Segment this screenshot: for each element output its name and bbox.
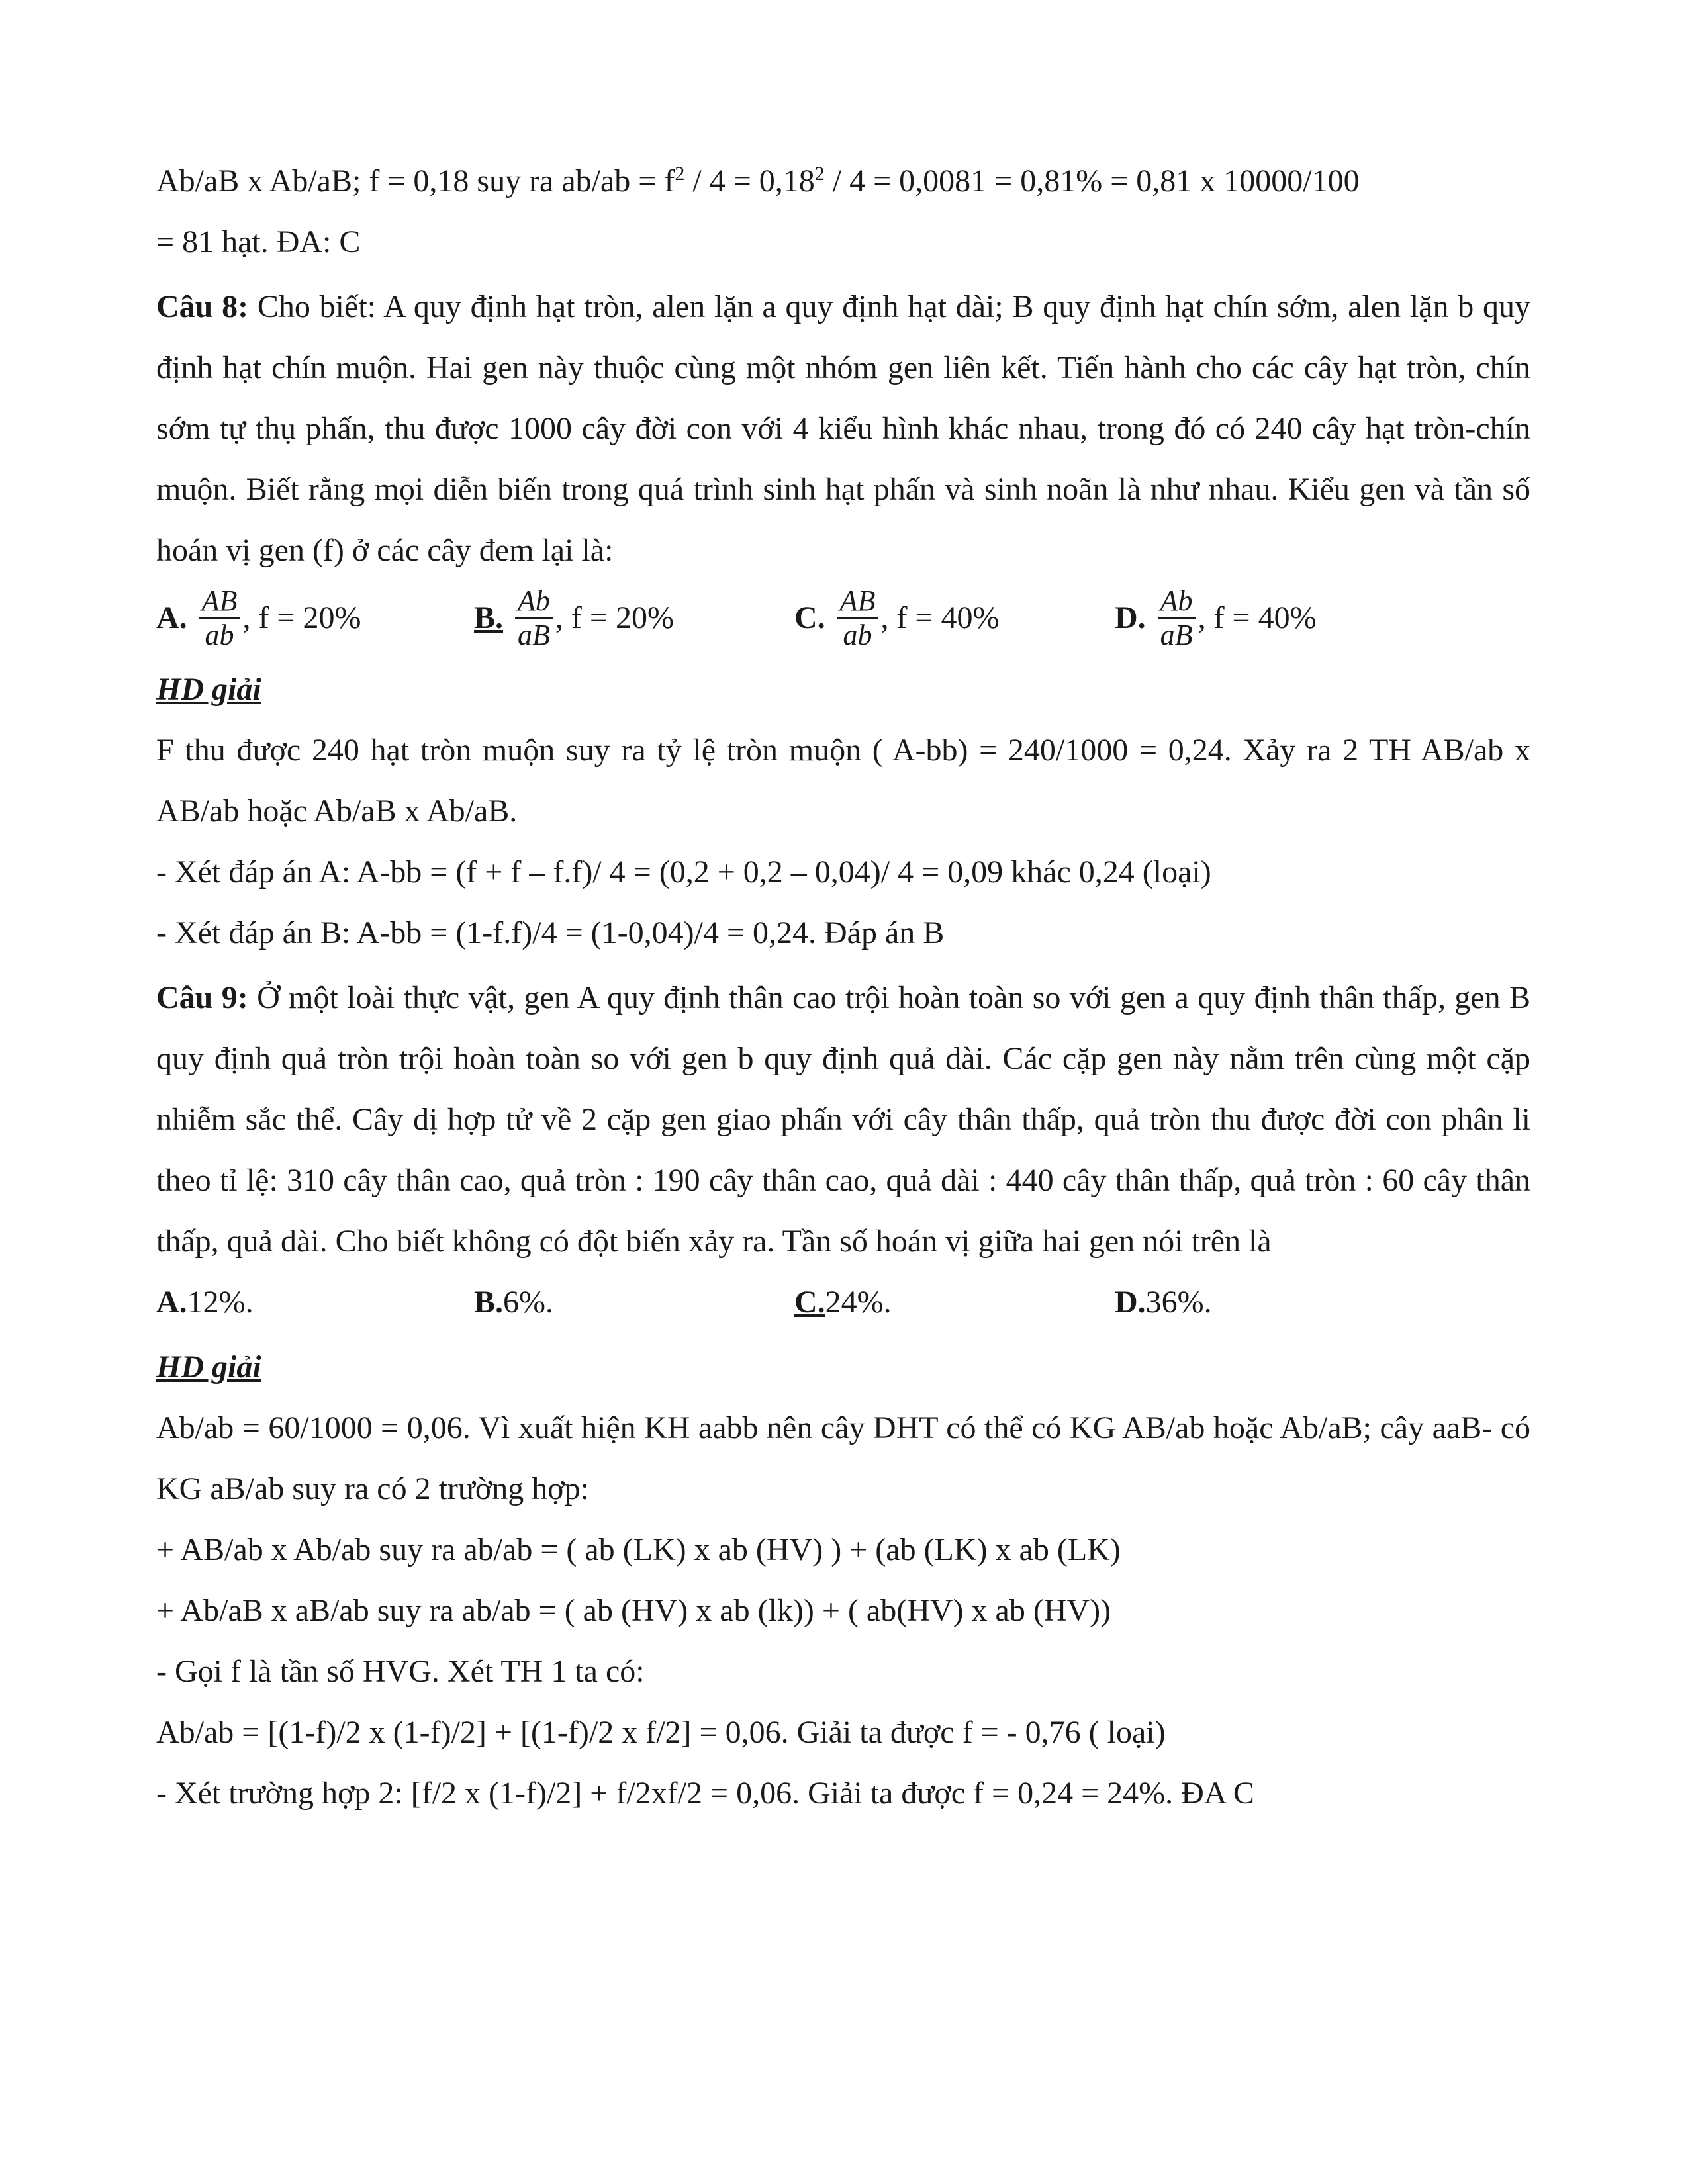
- option-letter: D.: [1115, 600, 1146, 635]
- option-letter: A.: [156, 1285, 187, 1320]
- solution-heading-8: HD giải: [156, 672, 261, 707]
- option-value: , f = 20%: [555, 600, 674, 635]
- genotype-fraction: $\frac{AB}{ab}$: [837, 584, 878, 652]
- document-page: [156, 151, 1530, 1824]
- solution-9-line: - Xét trường hợp 2: [f/2 x (1-f)/2] + f/2xf/2 = 0,06. Giải ta được f = 0,24 = 24%. ĐA C: [156, 1776, 1254, 1811]
- genotype-fraction: $\frac{Ab}{aB}$: [515, 584, 553, 652]
- option-letter: A.: [156, 600, 187, 635]
- option-value: 12%.: [187, 1285, 254, 1320]
- option-d: [1115, 584, 1317, 652]
- option-letter: D.: [1115, 1285, 1146, 1320]
- solution-9-line: Ab/ab = [(1-f)/2 x (1-f)/2] + [(1-f)/2 x f/2] = 0,06. Giải ta được f = - 0,76 ( loại): [156, 1715, 1166, 1750]
- option-letter: C.: [794, 600, 825, 635]
- option-c: [794, 584, 1115, 652]
- option-letter: C.: [794, 1285, 825, 1320]
- solution-9-line: - Gọi f là tần số HVG. Xét TH 1 ta có:: [156, 1654, 645, 1689]
- question-8: [156, 277, 1530, 581]
- solution-8-line: - Xét đáp án B: A-bb = (1-f.f)/4 = (1-0,04)/4 = 0,24. Đáp án B: [156, 915, 945, 950]
- question-8-label: Câu 8:: [156, 289, 249, 324]
- solution-9-line: + AB/ab x Ab/ab suy ra ab/ab = ( ab (LK) x ab (HV) ) + (ab (LK) x ab (LK): [156, 1532, 1121, 1567]
- intro-line-2: = 81 hạt. ĐA: C: [156, 224, 361, 259]
- option-value: , f = 20%: [242, 600, 361, 635]
- question-9-text: Ở một loài thực vật, gen A quy định thân cao trội hoàn toàn so với gen a quy định thân thấp, gen B quy định quả tròn trội hoàn toàn so với gen b quy định quả dài. Các cặp gen này nằm trên cùng một cặp nhiễm sắc thể. Cây dị hợp tử về 2 cặp gen giao phấn với cây thân thấp, quả tròn thu được đời con phân li theo tỉ lệ: 310 cây thân cao, quả tròn : 190 cây thân cao, quả dài : 440 cây thân thấp, quả tròn : 60 cây thân thấp, quả dài. Cho biết không có đột biến xảy ra. Tần số hoán vị giữa hai gen nói trên là: [156, 980, 1530, 1259]
- superscript: 2: [675, 163, 685, 185]
- solution-9-line: Ab/ab = 60/1000 = 0,06. Vì xuất hiện KH aabb nên cây DHT có thể có KG AB/ab hoặc Ab/aB; cây aaB- có KG aB/ab suy ra có 2 trường hợp:: [156, 1410, 1530, 1506]
- genotype-fraction: $\frac{AB}{ab}$: [199, 584, 240, 652]
- intro-text-c: / 4 = 0,0081 = 0,81% = 0,81 x 10000/100: [824, 163, 1360, 199]
- option-c: [794, 1272, 1115, 1333]
- option-a: [156, 584, 474, 652]
- option-value: 36%.: [1145, 1285, 1212, 1320]
- solution-8-line: F thu được 240 hạt tròn muộn suy ra tỷ lệ tròn muộn ( A-bb) = 240/1000 = 0,24. Xảy ra 2 TH AB/ab x AB/ab hoặc Ab/aB x Ab/aB.: [156, 733, 1530, 829]
- option-letter: B.: [474, 1285, 504, 1320]
- option-value: , f = 40%: [1197, 600, 1317, 635]
- question-8-text: Cho biết: A quy định hạt tròn, alen lặn a quy định hạt dài; B quy định hạt chín sớm, alen lặn b quy định hạt chín muộn. Hai gen này thuộc cùng một nhóm gen liên kết. Tiến hành cho các cây hạt tròn, chín sớm tự thụ phấn, thu được 1000 cây đời con với 4 kiểu hình khác nhau, trong đó có 240 cây hạt tròn-chín muộn. Biết rằng mọi diễn biến trong quá trình sinh hạt phấn và sinh noãn là như nhau. Kiểu gen và tần số hoán vị gen (f) ở các cây đem lại là:: [156, 289, 1531, 568]
- intro-text-a: Ab/aB x Ab/aB; f = 0,18 suy ra ab/ab = f: [156, 163, 675, 199]
- option-b: [474, 1272, 794, 1333]
- option-value: 6%.: [503, 1285, 553, 1320]
- question-8-options: [156, 581, 1530, 655]
- option-b: [474, 584, 794, 652]
- question-9: [156, 968, 1530, 1272]
- superscript: 2: [814, 163, 825, 185]
- question-9-options: [156, 1272, 1530, 1333]
- question-9-label: Câu 9:: [156, 980, 248, 1015]
- solution-9-line: + Ab/aB x aB/ab suy ra ab/ab = ( ab (HV) x ab (lk)) + ( ab(HV) x ab (HV)): [156, 1593, 1111, 1628]
- option-d: [1115, 1272, 1212, 1333]
- option-value: , f = 40%: [880, 600, 1000, 635]
- genotype-fraction: $\frac{Ab}{aB}$: [1158, 584, 1196, 652]
- option-a: [156, 1272, 474, 1333]
- option-value: 24%.: [825, 1285, 892, 1320]
- solution-heading-9: HD giải: [156, 1349, 261, 1385]
- option-letter: B.: [474, 600, 504, 635]
- solution-8-line: - Xét đáp án A: A-bb = (f + f – f.f)/ 4 = (0,2 + 0,2 – 0,04)/ 4 = 0,09 khác 0,24 (loại): [156, 854, 1211, 889]
- intro-text-b: / 4 = 0,18: [684, 163, 815, 199]
- intro-line-1: [156, 151, 1530, 212]
